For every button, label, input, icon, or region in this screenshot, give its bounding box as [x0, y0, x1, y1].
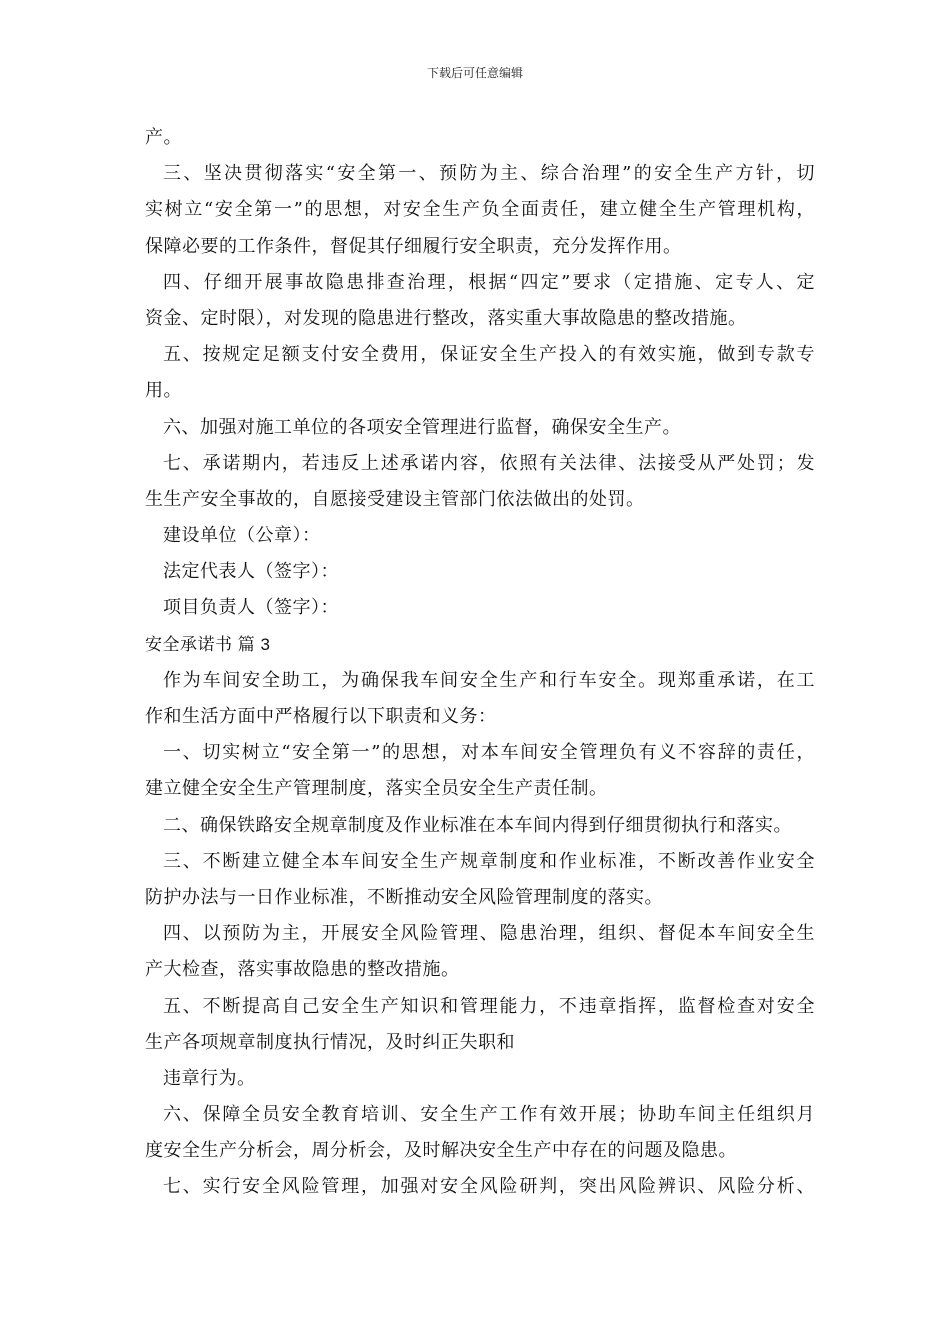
- paragraph-line: 作为车间安全助工，为确保我车间安全生产和行车安全。现郑重承诺，在工: [163, 669, 815, 691]
- paragraph-line: 度安全生产分析会，周分析会，及时解决安全生产中存在的问题及隐患。: [145, 1140, 737, 1162]
- paragraph-line: 用。: [145, 380, 182, 402]
- paragraph-line: 三、不断建立健全本车间安全生产规章制度和作业标准，不断改善作业安全: [163, 850, 815, 872]
- paragraph-line: 四、仔细开展事故隐患排查治理，根据“四定”要求（定措施、定专人、定: [163, 271, 815, 293]
- paragraph-line: 产大检查，落实事故隐患的整改措施。: [145, 959, 460, 981]
- paragraph-line: 四、以预防为主，开展安全风险管理、隐患治理，组织、督促本车间安全生: [163, 923, 815, 945]
- paragraph-line: 保障必要的工作条件，督促其仔细履行安全职责，充分发挥作用。: [145, 235, 682, 257]
- signature-legal-representative: 法定代表人（签字）：: [163, 561, 339, 583]
- paragraph-line: 生产各项规章制度执行情况，及时纠正失职和: [145, 1031, 515, 1053]
- paragraph-line: 六、加强对施工单位的各项安全管理进行监督，确保安全生产。: [163, 416, 681, 438]
- section-heading: 安全承诺书 篇 3: [145, 634, 271, 654]
- paragraph-line: 一、切实树立“安全第一”的思想，对本车间安全管理负有义不容辞的责任，: [163, 742, 815, 764]
- paragraph-line: 三、坚决贯彻落实“安全第一、预防为主、综合治理”的安全生产方针，切: [163, 163, 815, 185]
- paragraph-line: 生生产安全事故的，自愿接受建设主管部门依法做出的处罚。: [145, 488, 645, 510]
- paragraph-line: 五、不断提高自己安全生产知识和管理能力，不违章指挥，监督检查对安全: [163, 995, 815, 1017]
- document-body: [145, 120, 815, 1206]
- page-header-note: 下载后可任意编辑: [426, 66, 523, 80]
- paragraph-line: 七、承诺期内，若违反上述承诺内容，依照有关法律、法接受从严处罚；发: [163, 452, 815, 474]
- text-line: 产。: [145, 127, 182, 148]
- paragraph-line: 六、保障全员安全教育培训、安全生产工作有效开展；协助车间主任组织月: [163, 1104, 815, 1126]
- signature-company-seal: 建设单位（公章）：: [163, 525, 321, 547]
- paragraph-line: 七、实行安全风险管理，加强对安全风险研判，突出风险辨识、风险分析、: [163, 1176, 815, 1198]
- paragraph-line: 建立健全安全生产管理制度，落实全员安全生产责任制。: [145, 778, 608, 800]
- paragraph-line: 二、确保铁路安全规章制度及作业标准在本车间内得到仔细贯彻执行和落实。: [163, 814, 792, 836]
- paragraph-line: 防护办法与一日作业标准，不断推动安全风险管理制度的落实。: [145, 886, 663, 908]
- paragraph-line: 违章行为。: [163, 1067, 256, 1089]
- paragraph-line: 实树立“安全第一”的思想，对安全生产负全面责任，建立健全生产管理机构，: [145, 199, 815, 221]
- paragraph-line: 作和生活方面中严格履行以下职责和义务：: [145, 706, 497, 727]
- paragraph-line: 五、按规定足额支付安全费用，保证安全生产投入的有效实施，做到专款专: [163, 344, 815, 366]
- paragraph-line: 资金、定时限），对发现的隐患进行整改，落实重大事故隐患的整改措施。: [145, 307, 747, 329]
- signature-project-manager: 项目负责人（签字）：: [163, 597, 339, 619]
